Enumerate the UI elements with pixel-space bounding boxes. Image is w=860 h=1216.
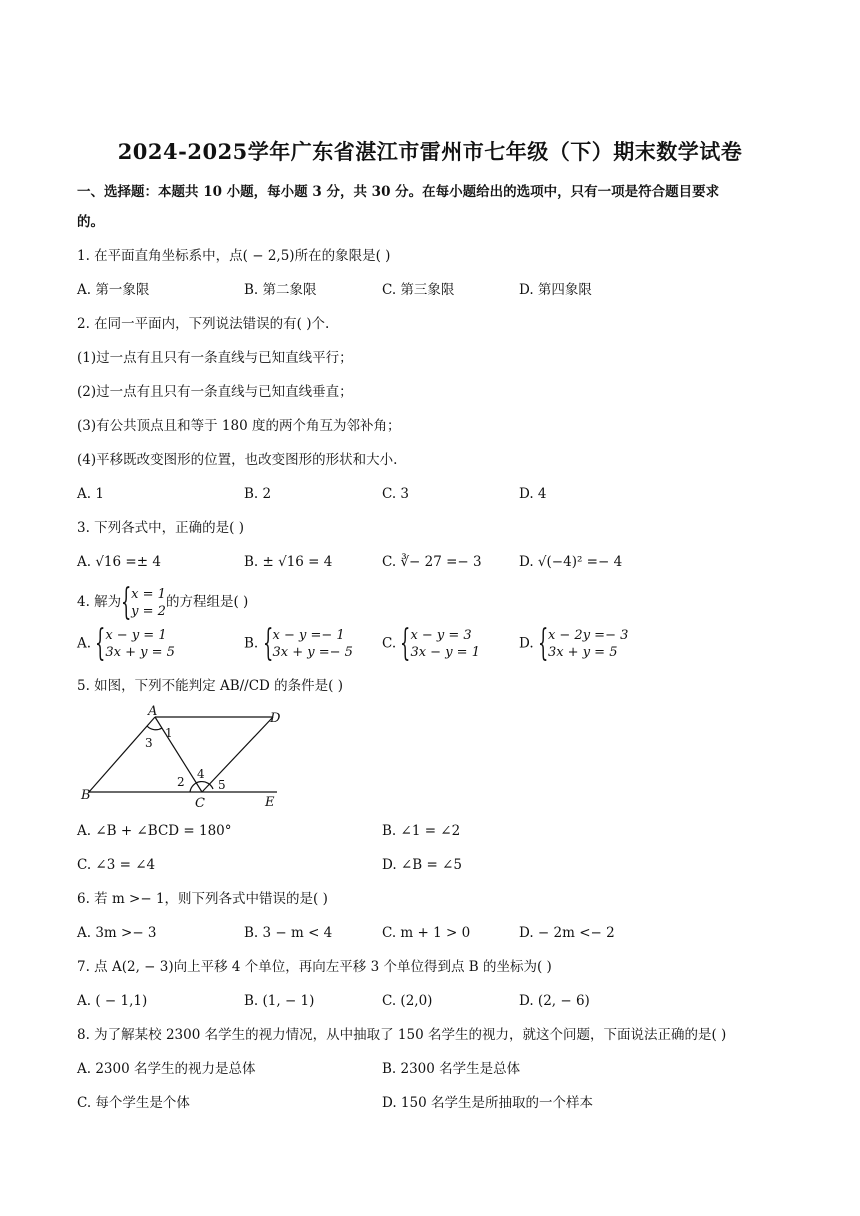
label-d: D xyxy=(270,711,281,726)
label-e: E xyxy=(265,795,275,810)
q2-statement-3: (3)有公共顶点且和等于 180 度的两个角互为邻补角； xyxy=(77,418,401,434)
label-angle-5: 5 xyxy=(218,778,226,792)
q4-option-c-system: { x − y = 3 3x − y = 1 xyxy=(400,623,480,664)
q2-statement-1: (1)过一点有且只有一条直线与已知直线平行； xyxy=(77,350,353,366)
question-2-stem: 2. 在同一平面内，下列说法错误的有( )个. xyxy=(77,316,330,332)
q1-option-c: C. 第三象限 xyxy=(382,282,455,298)
parallelogram-figure xyxy=(81,702,295,812)
q6-option-b: B. 3 − m < 4 xyxy=(244,925,333,941)
q4-c-row-2: 3x − y = 1 xyxy=(410,645,480,660)
q8-option-a: A. 2300 名学生的视力是总体 xyxy=(77,1061,256,1077)
q7-option-c: C. (2,0) xyxy=(382,993,433,1009)
label-angle-2: 2 xyxy=(177,775,185,789)
question-5-stem: 5. 如图，下列不能判定 AB//CD 的条件是( ) xyxy=(77,678,343,694)
q4-stem-row-1: x = 1 xyxy=(131,586,166,602)
q2-option-b: B. 2 xyxy=(244,486,272,502)
q5-option-b: B. ∠1 = ∠2 xyxy=(382,823,461,839)
q8-option-d: D. 150 名学生是所抽取的一个样本 xyxy=(382,1095,593,1111)
q4-option-a-system: { x − y = 1 3x + y = 5 xyxy=(95,623,175,664)
label-angle-3: 3 xyxy=(145,736,153,750)
q3-option-d: D. √(−4)² =− 4 xyxy=(519,554,623,570)
q5-option-a: A. ∠B + ∠BCD = 180° xyxy=(77,823,232,839)
q4-option-d-label: D. xyxy=(519,635,534,652)
q3-option-c: C. ∛− 27 =− 3 xyxy=(382,554,482,570)
q4-option-d xyxy=(519,623,629,664)
q4-option-b-system: { x − y =− 1 3x + y =− 5 xyxy=(262,623,353,664)
section-heading: 一、选择题：本题共 10 小题，每小题 3 分，共 30 分。在每小题给出的选项中，只有一项是符合题目要求 xyxy=(77,184,720,200)
q2-option-d: D. 4 xyxy=(519,486,547,502)
q5-option-d: D. ∠B = ∠5 xyxy=(382,857,462,873)
q4-option-c-label: C. xyxy=(382,635,397,652)
q4-a-row-2: 3x + y = 5 xyxy=(105,645,175,660)
q7-option-d: D. (2, − 6) xyxy=(519,993,590,1009)
q2-statement-4: (4)平移既改变图形的位置，也改变图形的形状和大小. xyxy=(77,452,398,468)
q4-stem-prefix: 4. 解为 xyxy=(77,594,122,610)
q6-option-a: A. 3m >− 3 xyxy=(77,925,157,941)
q8-option-c: C. 每个学生是个体 xyxy=(77,1095,190,1111)
label-c: C xyxy=(195,796,205,811)
q4-option-b-label: B. xyxy=(244,635,259,652)
label-b: B xyxy=(81,788,91,803)
q4-b-row-1: x − y =− 1 xyxy=(272,628,345,643)
segment-ab xyxy=(89,717,155,792)
q4-d-row-1: x − 2y =− 3 xyxy=(547,628,629,643)
q3-option-a: A. √16 =± 4 xyxy=(77,554,161,570)
q4-d-row-2: 3x + y = 5 xyxy=(547,645,618,660)
q4-option-a xyxy=(77,623,175,664)
q1-option-b: B. 第二象限 xyxy=(244,282,317,298)
q1-option-d: D. 第四象限 xyxy=(519,282,592,298)
q1-option-a: A. 第一象限 xyxy=(77,282,150,298)
label-a: A xyxy=(148,704,158,719)
q2-option-c: C. 3 xyxy=(382,486,410,502)
q4-option-a-label: A. xyxy=(77,635,92,652)
q4-b-row-2: 3x + y =− 5 xyxy=(272,645,353,660)
question-1-stem: 1. 在平面直角坐标系中，点( − 2,5)所在的象限是( ) xyxy=(77,248,391,264)
question-3-stem: 3. 下列各式中，正确的是( ) xyxy=(77,520,244,536)
question-8-stem: 8. 为了解某校 2300 名学生的视力情况，从中抽取了 150 名学生的视力，就这个问题，下面说法正确的是( ) xyxy=(77,1027,727,1043)
q4-option-c xyxy=(382,623,480,664)
q7-option-b: B. (1, − 1) xyxy=(244,993,315,1009)
question-6-stem: 6. 若 m >− 1，则下列各式中错误的是( ) xyxy=(77,891,328,907)
segment-cd xyxy=(202,717,273,792)
exam-title: 2024-2025学年广东省湛江市雷州市七年级（下）期末数学试卷 xyxy=(117,139,743,164)
q4-c-row-1: x − y = 3 xyxy=(410,628,472,643)
q4-option-d-system: { x − 2y =− 3 3x + y = 5 xyxy=(537,623,629,664)
q4-stem-system: { x = 1 y = 2 xyxy=(121,581,166,623)
q6-option-d: D. − 2m <− 2 xyxy=(519,925,615,941)
q8-option-b: B. 2300 名学生是总体 xyxy=(382,1061,521,1077)
q5-option-c: C. ∠3 = ∠4 xyxy=(77,857,156,873)
question-7-stem: 7. 点 A(2, − 3)向上平移 4 个单位，再向左平移 3 个单位得到点 B 的坐标为( ) xyxy=(77,959,552,975)
q4-option-b xyxy=(244,623,353,664)
question-4-stem xyxy=(77,581,249,623)
q4-a-row-1: x − y = 1 xyxy=(105,628,167,643)
q2-statement-2: (2)过一点有且只有一条直线与已知直线垂直； xyxy=(77,384,353,400)
q2-option-a: A. 1 xyxy=(77,486,104,502)
q4-stem-suffix: 的方程组是( ) xyxy=(165,594,249,610)
section-heading-cont: 的。 xyxy=(77,214,104,230)
q6-option-c: C. m + 1 > 0 xyxy=(382,925,471,941)
q7-option-a: A. ( − 1,1) xyxy=(77,993,148,1009)
q3-option-b: B. ± √16 = 4 xyxy=(244,554,333,570)
label-angle-4: 4 xyxy=(197,767,205,781)
angle-arc-a xyxy=(147,726,162,730)
label-angle-1: 1 xyxy=(165,726,173,740)
q4-stem-row-2: y = 2 xyxy=(131,603,166,619)
